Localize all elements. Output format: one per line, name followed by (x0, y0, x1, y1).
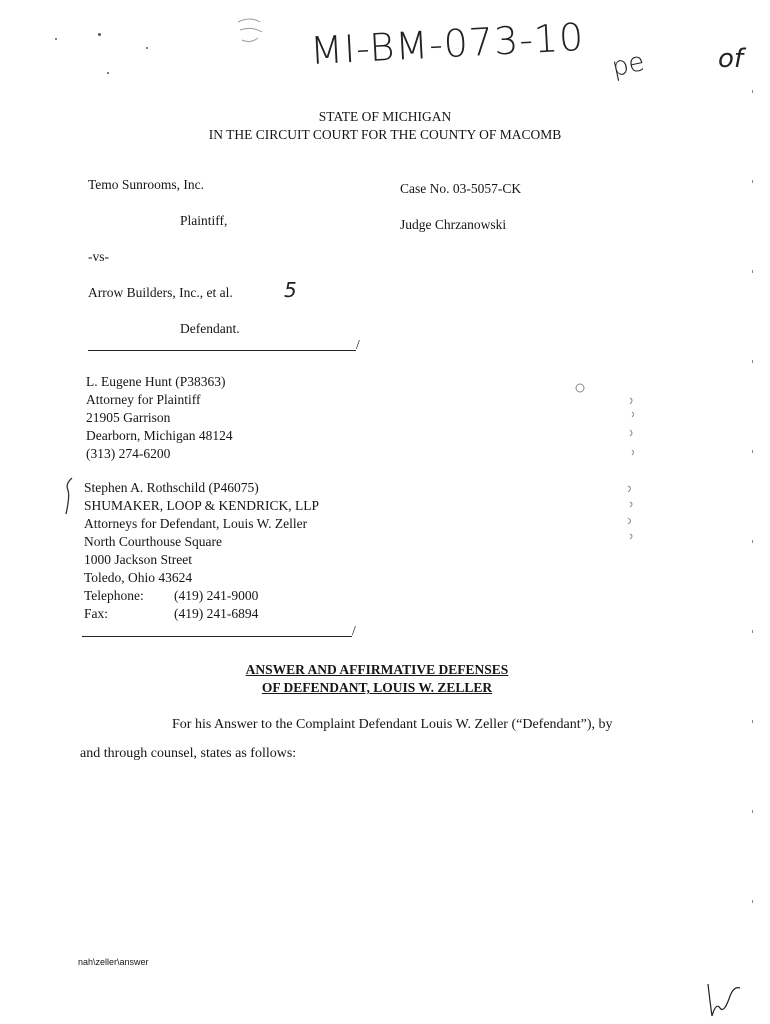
defendant-name: Arrow Builders, Inc., et al. (88, 285, 233, 300)
attorney-rule-end: / (352, 623, 356, 638)
edge-mark (752, 360, 753, 363)
footer-file-path: nah\zeller\answer (78, 957, 149, 967)
attorney-line: 21905 Garrison (86, 410, 171, 425)
defendant-role: Defendant. (180, 321, 240, 336)
handwritten-initials-right: of (718, 44, 744, 74)
attorney-rule (82, 636, 352, 637)
edge-mark (752, 810, 753, 813)
edge-mark (752, 450, 753, 453)
handwritten-initials-mid: pe (609, 46, 648, 84)
plaintiff-attorney-block (86, 373, 233, 463)
edge-mark (752, 900, 753, 903)
caption-rule-end: / (356, 337, 360, 352)
scan-speck (107, 72, 109, 74)
attorney-line: Attorneys for Defendant, Louis W. Zeller (84, 516, 308, 531)
case-number: Case No. 03-5057-CK (400, 181, 522, 196)
scan-speck (55, 38, 57, 40)
edge-mark (752, 90, 753, 93)
attorney-line: SHUMAKER, LOOP & KENDRICK, LLP (84, 498, 320, 513)
filing-stamp-residue (570, 378, 650, 548)
fax-row (84, 605, 319, 623)
attorney-line: 1000 Jackson Street (84, 552, 192, 567)
edge-mark (752, 720, 753, 723)
body-paragraph-line2: and through counsel, states as follows: (80, 746, 297, 761)
edge-mark (752, 540, 753, 543)
attorney-line: Toledo, Ohio 43624 (84, 570, 193, 585)
document-title-line2: OF DEFENDANT, LOUIS W. ZELLER (261, 680, 493, 695)
fax-number: (419) 241-6894 (174, 606, 259, 621)
document-title-line1: ANSWER AND AFFIRMATIVE DEFENSES (245, 662, 509, 677)
attorney-line: Attorney for Plaintiff (86, 392, 201, 407)
scan-speck (146, 47, 148, 49)
faint-stamp-mark (232, 14, 268, 48)
telephone-number: (419) 241-9000 (174, 588, 259, 603)
handwritten-initials-bottom (700, 978, 744, 1020)
attorney-line: Stephen A. Rothschild (P46075) (84, 480, 259, 495)
attorney-line: Dearborn, Michigan 48124 (86, 428, 233, 443)
fax-label: Fax: (84, 606, 109, 621)
judge-name: Judge Chrzanowski (400, 217, 507, 232)
body-paragraph-line1: For his Answer to the Complaint Defendant Louis W. Zeller (“Defendant”), by (172, 717, 613, 732)
attorney-line: (313) 274-6200 (86, 446, 171, 461)
court-state: STATE OF MICHIGAN (318, 109, 452, 124)
handwritten-file-code: MI-BM-073-10 (309, 14, 586, 74)
defendant-attorney-block (84, 479, 319, 623)
attorney-line: L. Eugene Hunt (P38363) (86, 374, 226, 389)
versus: -vs- (88, 249, 109, 264)
plaintiff-name: Temo Sunrooms, Inc. (88, 177, 205, 192)
edge-mark (752, 630, 753, 633)
margin-bracket-mark (62, 476, 76, 516)
edge-mark (752, 270, 753, 273)
caption-rule (88, 350, 356, 351)
handwritten-mark: 5 (284, 278, 297, 302)
attorney-line: North Courthouse Square (84, 534, 222, 549)
plaintiff-role: Plaintiff, (180, 213, 228, 228)
court-name: IN THE CIRCUIT COURT FOR THE COUNTY OF MACOMB (208, 127, 562, 142)
telephone-row (84, 587, 319, 605)
telephone-label: Telephone: (84, 588, 144, 603)
edge-mark (752, 180, 753, 183)
scan-speck (98, 33, 101, 36)
